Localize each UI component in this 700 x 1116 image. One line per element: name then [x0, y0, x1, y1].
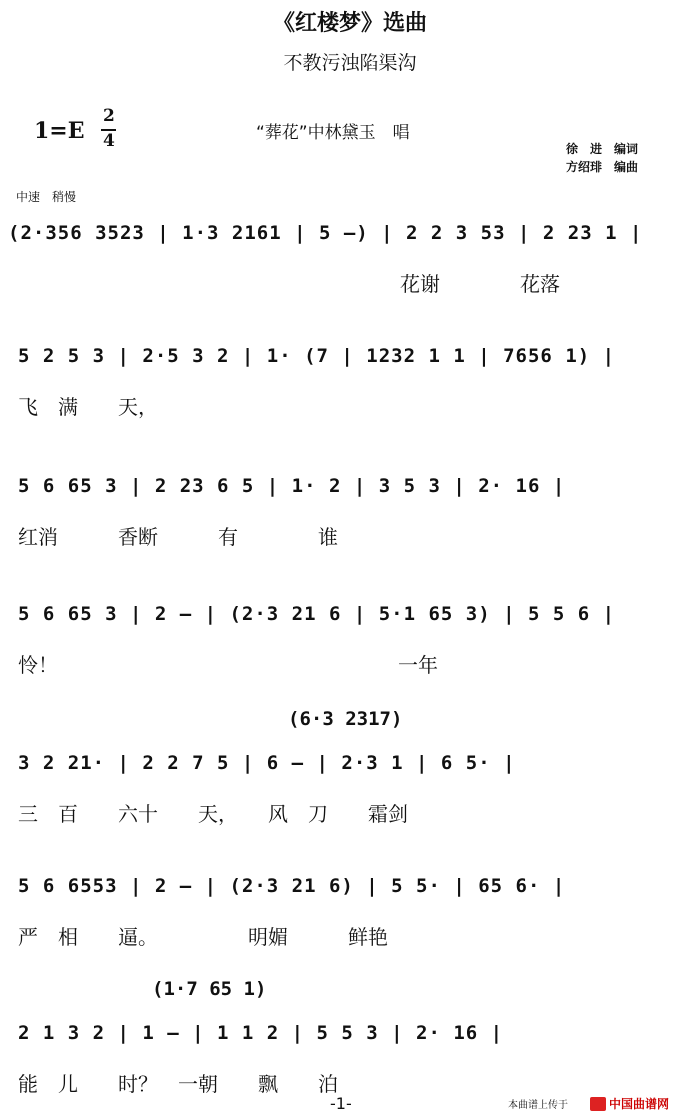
score-title: 《红楼梦》选曲: [272, 10, 427, 36]
notation-line-5: 3 2 21· | 2 2 7 5 | 6 — | 2·3 1 | 6 5· |: [18, 752, 516, 774]
time-signature-bottom: 4: [103, 131, 115, 151]
site-logo[interactable]: [590, 1093, 669, 1112]
lyrics-line-5: 三 百 六十 天， 风 刀 霜剑: [18, 802, 408, 826]
upload-note: 本曲谱上传于: [508, 1100, 568, 1111]
score-line-5: [0, 708, 700, 842]
notation-line-1: (2·356 3523 | 1·3 2161 | 5 —) | 2 2 3 53 | 2 23 1 |: [8, 222, 643, 244]
lyricist-credit: 徐 进 编词: [566, 142, 639, 156]
lyrics-line-6: 严 相 逼。 明媚 鲜艳: [18, 925, 388, 949]
score-line-6: [0, 875, 700, 965]
site-logo-icon: [590, 1097, 606, 1111]
parenthetical-notation-5: (6·3 2317): [288, 708, 403, 730]
composer-credit: 方绍琲 编曲: [566, 160, 639, 174]
score-line-4: [0, 603, 700, 693]
notation-line-3: 5 6 65 3 | 2 23 6 5 | 1· 2 | 3 5 3 | 2· 16 |: [18, 475, 566, 497]
score-line-2: [0, 345, 700, 435]
key-signature: 1=E: [34, 118, 85, 144]
notation-line-7: 2 1 3 2 | 1 — | 1 1 2 | 5 5 3 | 2· 16 |: [18, 1022, 504, 1044]
lyrics-line-2: 飞 满 天，: [18, 395, 158, 419]
site-logo-text: 中国曲谱网: [609, 1097, 670, 1111]
score-subtitle: 不教污浊陷渠沟: [283, 52, 417, 74]
notation-line-2: 5 2 5 3 | 2·5 3 2 | 1· (7 | 1232 1 1 | 7656 1) |: [18, 345, 616, 367]
lyrics-line-4: 怜！ 一年: [18, 653, 438, 677]
page-number: -1-: [330, 1094, 352, 1113]
notation-line-4: 5 6 65 3 | 2 — | (2·3 21 6 | 5·1 65 3) | 5 5 6 |: [18, 603, 616, 625]
score-line-1: [0, 222, 700, 312]
parenthetical-notation-7: (1·7 65 1): [152, 978, 267, 1000]
lyrics-line-3: 红消 香断 有 谁: [18, 525, 338, 549]
time-signature-top: 2: [103, 106, 115, 126]
lyrics-line-1: 花谢 花落: [400, 272, 560, 296]
lyrics-line-7: 能 儿 时？ 一朝 飘 泊: [18, 1072, 338, 1096]
tempo-marking: 中速 稍慢: [16, 190, 77, 204]
notation-line-6: 5 6 6553 | 2 — | (2·3 21 6) | 5 5· | 65 6· |: [18, 875, 566, 897]
score-line-3: [0, 475, 700, 565]
singer-note: “葬花”中林黛玉 唱: [256, 123, 410, 143]
